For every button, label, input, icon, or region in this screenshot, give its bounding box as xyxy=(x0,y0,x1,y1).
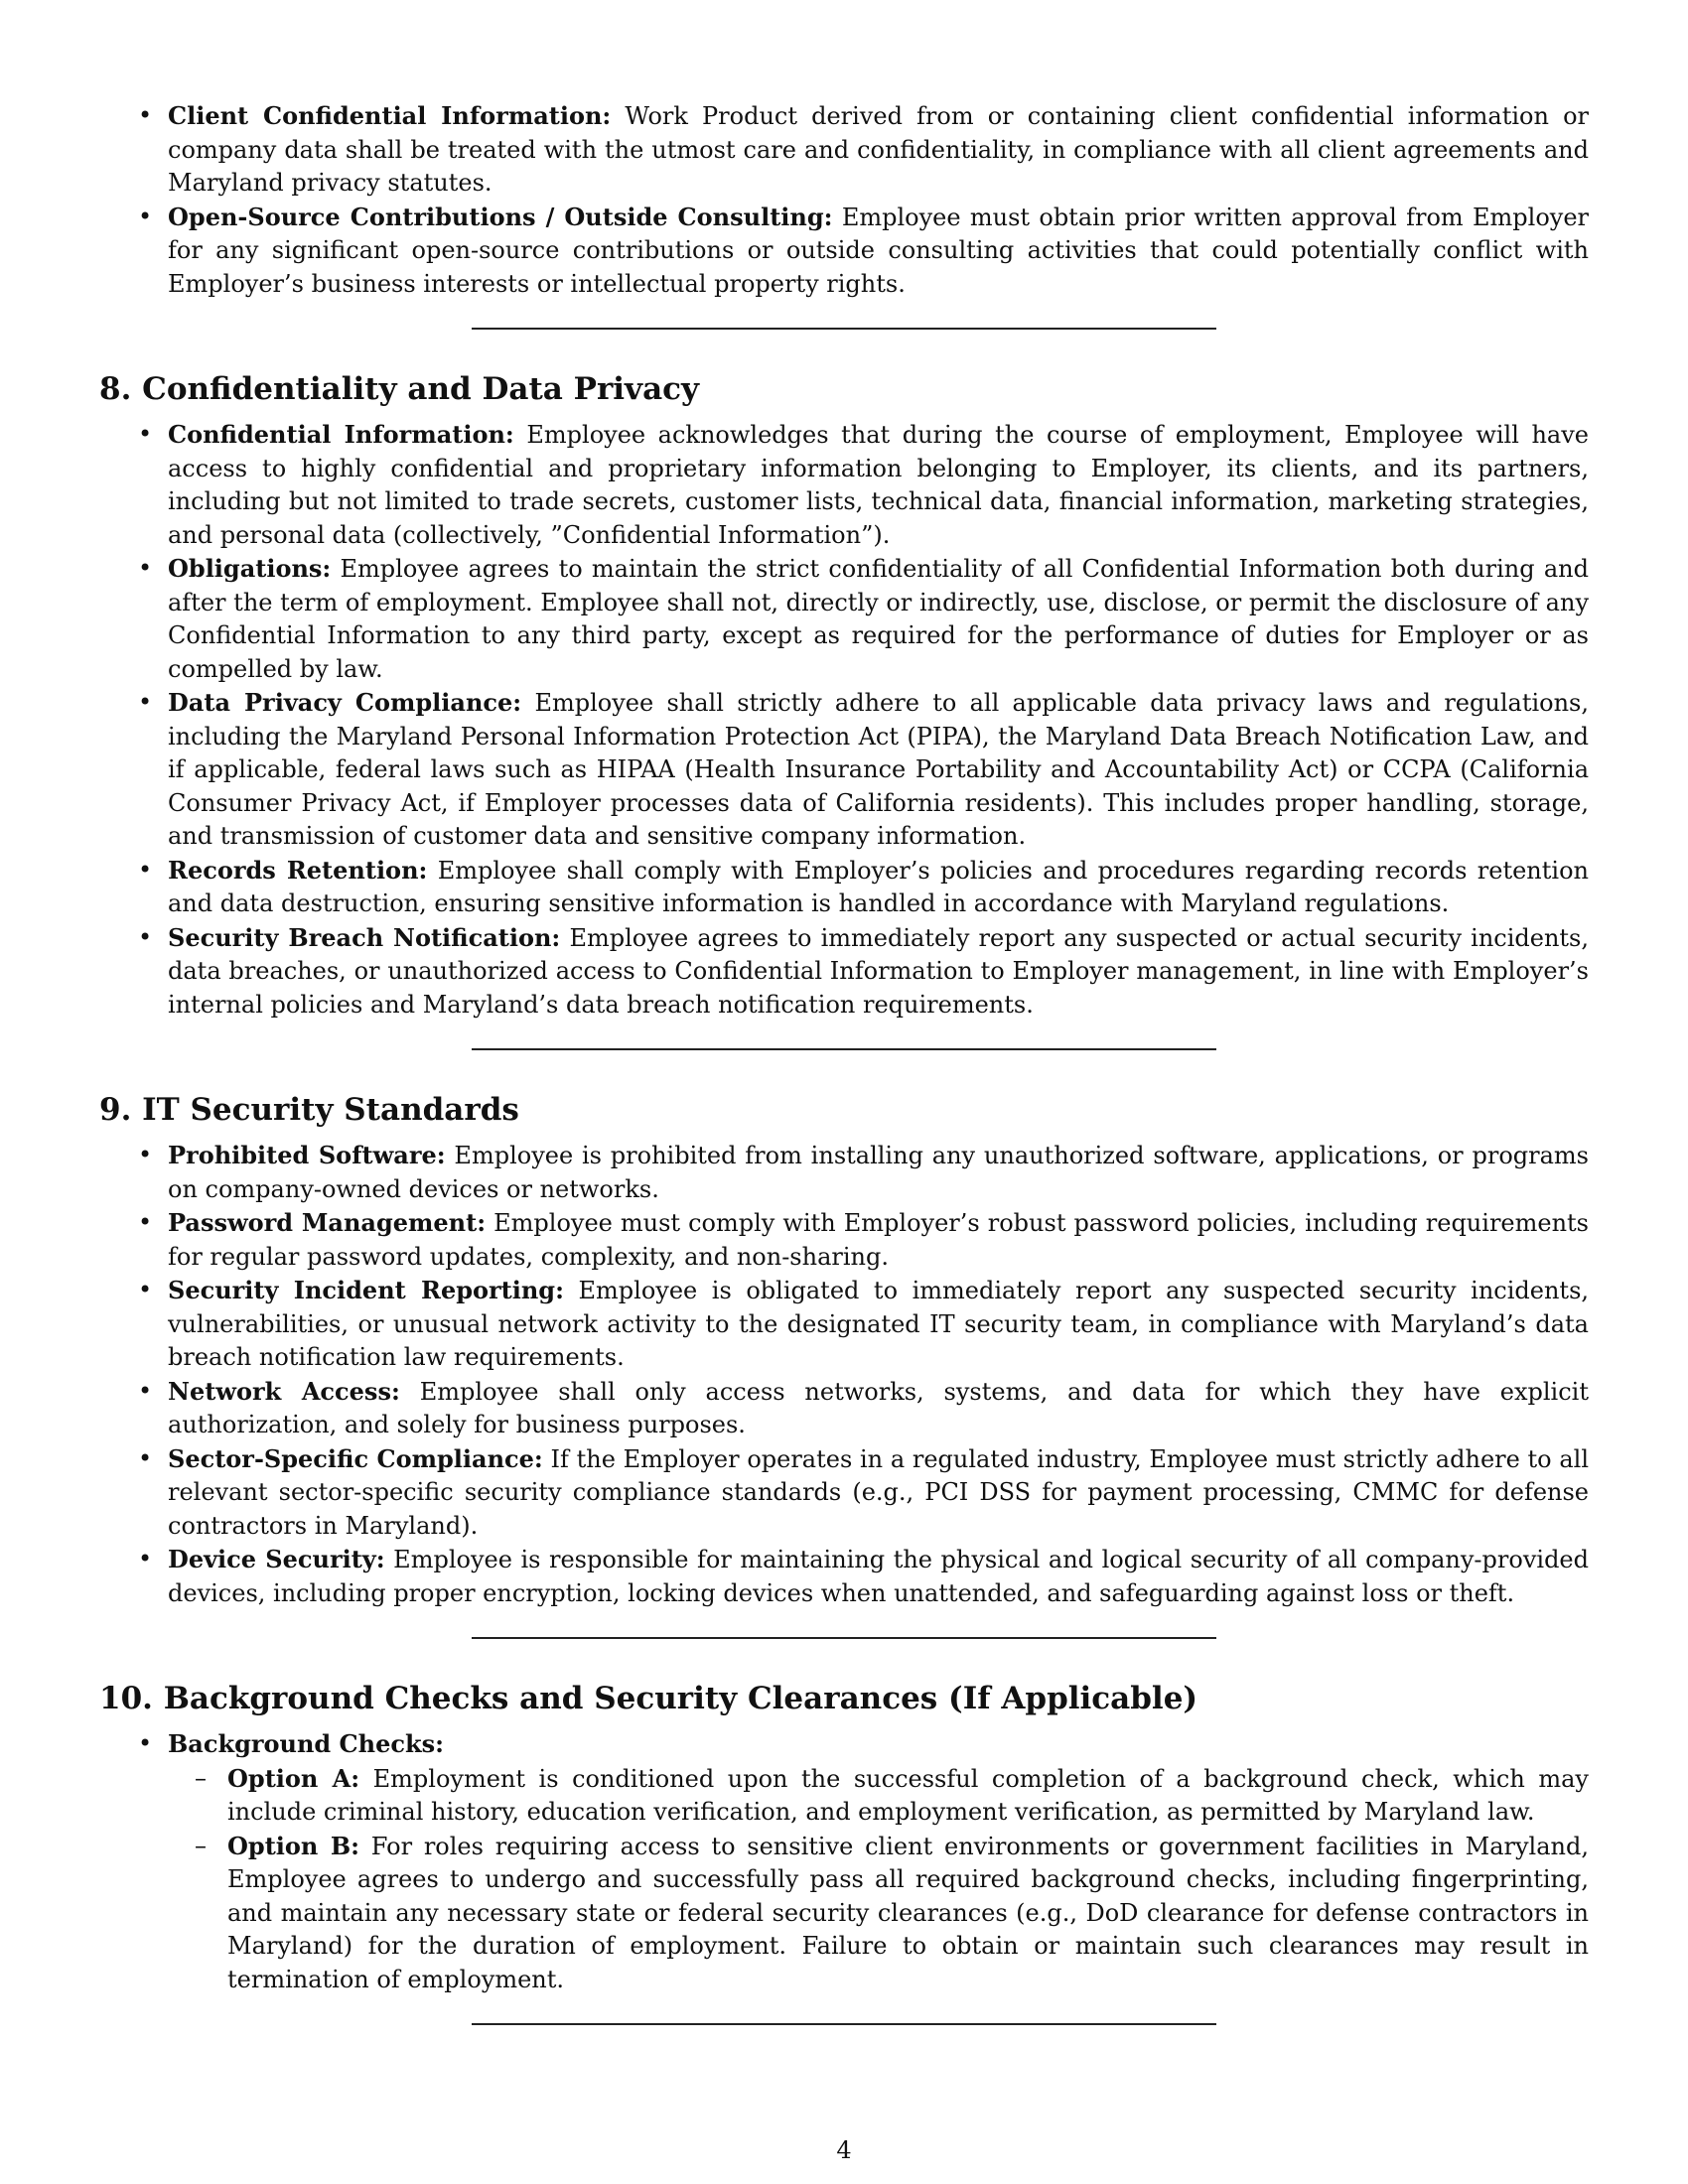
section-divider xyxy=(472,328,1216,330)
item-label: Password Management: xyxy=(168,1208,487,1237)
item-label: Data Privacy Compliance: xyxy=(168,688,522,717)
item-label: Background Checks: xyxy=(168,1729,444,1758)
section-9-list xyxy=(99,1139,1589,1610)
item-label: Security Breach Notification: xyxy=(168,922,561,952)
item-text: Employee shall comply with Employer’s policies and procedures regarding records retention and data destruction, ensuring sensitive information is handled in accordance with Maryland regulations. xyxy=(168,856,1589,917)
section-10-list xyxy=(99,1727,1589,1996)
sub-list-item xyxy=(227,1762,1589,1830)
sub-item-label: Option B: xyxy=(227,1831,359,1860)
item-text: Employee shall strictly adhere to all applicable data privacy laws and regulations, including the Maryland Personal Information Protection Act (PIPA), the Maryland Data Breach Notification Law, and if applicable, federal laws such as HIPAA (Health Insurance Portability and Accountability Act) or CCPA (California Consumer Privacy Act, if Employer processes data of California residents). This includes proper handling, storage, and transmission of customer data and sensitive company information. xyxy=(168,689,1589,850)
list-item xyxy=(168,418,1589,552)
section-heading-9: 9. IT Security Standards xyxy=(99,1092,519,1128)
carryover-list xyxy=(99,99,1589,301)
item-text: Employee is prohibited from installing any unauthorized software, applications, or programs on company-owned devices or networks. xyxy=(168,1142,1589,1203)
page-number: 4 xyxy=(836,2136,852,2164)
list-item xyxy=(168,1442,1589,1544)
item-text: Employee agrees to maintain the strict confidentiality of all Confidential Information both during and after the term of employment. Employee shall not, directly or indirectly, use, disclose, or permit the disclosure of any Confidential Information to any third party, except as required for the performance of duties for Employer or as compelled by law. xyxy=(168,555,1589,683)
item-label: Prohibited Software: xyxy=(168,1141,446,1169)
list-item xyxy=(168,854,1589,921)
list-item xyxy=(168,1727,1589,1996)
item-label: Security Incident Reporting: xyxy=(168,1276,564,1304)
item-text: Employee is responsible for maintaining the physical and logical security of all company-provided devices, including proper encryption, locking devices when unattended, and safeguarding against loss or theft. xyxy=(168,1546,1589,1607)
list-item xyxy=(168,1274,1589,1375)
section-divider xyxy=(472,2023,1216,2025)
item-text: Employee acknowledges that during the course of employment, Employee will have access to highly confidential and proprietary information belonging to Employer, its clients, and its partners, including but not limited to trade secrets, customer lists, technical data, financial information, marketing strategies, and personal data (collectively, ”Confidential Information”). xyxy=(168,421,1589,549)
section-heading-8: 8. Confidentiality and Data Privacy xyxy=(99,371,700,407)
section-divider xyxy=(472,1637,1216,1639)
item-text: Employee must comply with Employer’s robust password policies, including requirements for regular password updates, complexity, and non-sharing. xyxy=(168,1209,1589,1271)
list-item xyxy=(168,201,1589,302)
list-item xyxy=(168,552,1589,686)
item-text: Employee must obtain prior written approval from Employer for any significant open-source contributions or outside consulting activities that could potentially conflict with Employer’s business interests or intellectual property rights. xyxy=(168,203,1590,298)
sub-list-item xyxy=(227,1830,1589,1997)
item-label: Open-Source Contributions / Outside Consulting: xyxy=(168,202,833,231)
sub-item-text: For roles requiring access to sensitive client environments or government facilities in Maryland, Employee agrees to undergo and successfully pass all required background checks, including fingerprinting, and maintain any necessary state or federal security clearances (e.g., DoD clearance for defense contractors in Maryland) for the duration of employment. Failure to obtain or maintain such clearances may result in termination of employment. xyxy=(227,1832,1589,1993)
section-divider xyxy=(472,1048,1216,1050)
item-label: Obligations: xyxy=(168,554,332,583)
sub-item-text: Employment is conditioned upon the successful completion of a background check, which may include criminal history, education verification, and employment verification, as permitted by Maryland law. xyxy=(227,1764,1589,1826)
page-content xyxy=(99,99,1589,2025)
list-item xyxy=(168,686,1589,854)
item-text: Work Product derived from or containing client confidential information or company data shall be treated with the utmost care and confidentiality, in compliance with all client agreements and Maryland privacy statutes. xyxy=(168,102,1589,197)
list-item xyxy=(168,1139,1589,1206)
sub-item-label: Option A: xyxy=(227,1763,360,1793)
list-item xyxy=(168,921,1589,1023)
item-label: Confidential Information: xyxy=(168,420,514,449)
item-text: Employee is obligated to immediately report any suspected security incidents, vulnerabilities, or unusual network activity to the designated IT security team, in compliance with Maryland’s data breach notification law requirements. xyxy=(168,1277,1590,1371)
item-text: Employee shall only access networks, systems, and data for which they have explicit authorization, and solely for business purposes. xyxy=(168,1377,1589,1438)
item-label: Client Confidential Information: xyxy=(168,101,612,130)
item-label: Network Access: xyxy=(168,1376,400,1406)
section-heading-10: 10. Background Checks and Security Clearances (If Applicable) xyxy=(99,1681,1198,1716)
item-text: Employee agrees to immediately report any suspected or actual security incidents, data breaches, or unauthorized access to Confidential Information to Employer management, in line with Employer’s internal policies and Maryland’s data breach notification requirements. xyxy=(168,923,1590,1019)
item-label: Device Security: xyxy=(168,1545,385,1573)
list-item xyxy=(168,1375,1589,1442)
item-label: Sector-Specific Compliance: xyxy=(168,1443,543,1473)
list-item xyxy=(168,1543,1589,1610)
item-label: Records Retention: xyxy=(168,855,428,885)
section-8-list xyxy=(99,418,1589,1022)
sub-list xyxy=(168,1762,1589,1997)
list-item xyxy=(168,99,1589,201)
list-item xyxy=(168,1206,1589,1274)
item-text: If the Employer operates in a regulated industry, Employee must strictly adhere to all relevant sector-specific security compliance standards (e.g., PCI DSS for payment processing, CMMC for defense contractors in Maryland). xyxy=(168,1444,1589,1540)
